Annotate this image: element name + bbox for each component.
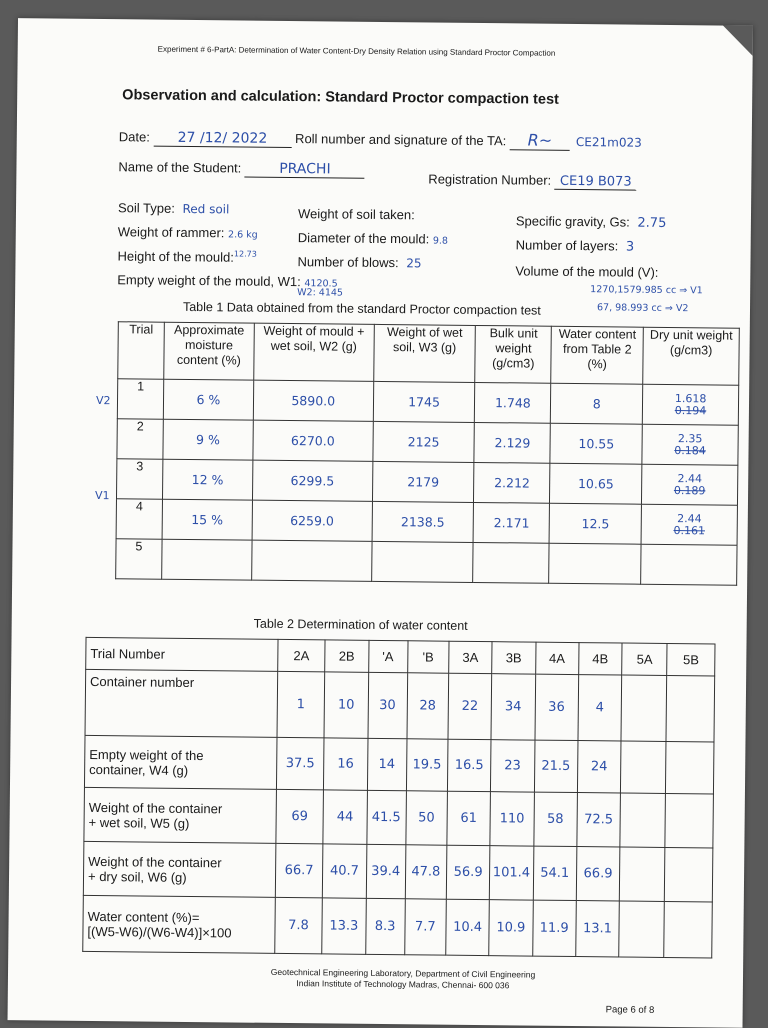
date-row [119,126,642,151]
table1-caption: Table 1 Data obtained from the standard Proctor compaction test [182,299,541,318]
empty-weight-value-2: W2: 4145 [297,287,344,299]
trial-number-row: Trial Number 2A 2B 'A 'B 3A 3B 4A 4B 5A 5B [86,637,715,676]
table2-water-content [82,637,715,959]
student-label: Name of the Student: [118,159,242,176]
table-row: 1 6 % 5890.0 1745 1.748 8 1.618 0.194 [117,379,738,426]
table-row: 4 15 % 6259.0 2138.5 2.171 12.5 2.44 0.161 [116,499,737,546]
col-w3: Weight of wet soil, W3 (g) [373,324,475,382]
height-value: 12.73 [233,249,257,259]
weight-soil-taken-label: Weight of soil taken: [297,206,415,223]
table1-header-row [118,322,740,385]
table-row: 5 [116,539,737,586]
footer-line-1: Geotechnical Engineering Laboratory, Department of Civil Engineering [270,966,536,980]
roll-value: CE21m023 [575,135,642,150]
number-of-layers: Number of layers: 3 [515,237,635,255]
col-trial: Trial [118,322,165,379]
margin-v2-label: V2 [95,393,111,408]
registration-label: Registration Number: [428,171,552,188]
number-of-blows: Number of blows: 25 [297,254,422,271]
registration-row [428,171,637,190]
date-label: Date: [118,129,150,145]
empty-mould-weight: Empty weight of the mould, W1: 4120.5 [117,272,338,290]
footer [203,966,603,992]
page-number: Page 6 of 8 [605,1004,655,1016]
experiment-header: Experiment # 6-PartA: Determination of Water Content-Dry Density Relation using Standard Proctor Compaction [157,44,556,58]
wet-soil-row: Weight of the container + wet soil, W5 (g) 69 44 41.5 50 61 110 58 72.5 [84,787,714,848]
mould-volume-label: Volume of the mould (V): [515,263,659,280]
date-value: 27 /12/ 2022 [153,130,291,148]
student-value: PRACHI [245,161,365,179]
rammer-value: 2.6 kg [228,229,258,241]
col-bulk: Bulk unit weight (g/cm3) [475,325,551,383]
dry-soil-row: Weight of the container + dry soil, W6 (g) 66.7 40.7 39.4 47.8 56.9 101.4 54.1 66.9 [83,841,713,902]
document-page [8,18,753,1028]
blows-value: 25 [406,256,422,271]
diameter-value: 9.8 [432,235,449,247]
col-dry: Dry unit weight (g/cm3) [643,327,739,385]
table1-proctor-data [115,321,740,585]
soil-type-value: Red soil [182,201,230,217]
margin-v1-label: V1 [94,488,110,503]
footer-line-2: Indian Institute of Technology Madras, Chennai- 600 036 [296,978,510,991]
layers-value: 3 [625,239,635,255]
mould-diameter: Diameter of the mould: 9.8 [297,230,449,247]
rammer-weight: Weight of rammer: 2.6 kg [117,224,258,241]
specific-gravity-value: 2.75 [637,215,667,231]
folded-corner [723,26,753,56]
table-row: 2 9 % 6270.0 2125 2.129 10.55 2.35 0.184 [117,419,738,466]
col-w2: Weight of mould + wet soil, W2 (g) [254,323,374,381]
specific-gravity: Specific gravity, Gs: 2.75 [515,213,667,231]
container-number-row: Container number 1 10 30 28 22 34 36 4 [85,669,715,742]
col-water: Water content from Table 2 (%) [551,326,643,384]
empty-weight-row: Empty weight of the container, W4 (g) 37.5 16 14 19.5 16.5 23 21.5 24 [84,735,714,794]
table-row: 3 12 % 6299.5 2179 2.212 10.65 2.44 0.189 [116,459,737,506]
page-title: Observation and calculation: Standard Proctor compaction test [122,87,559,108]
soil-type: Soil Type: Red soil [117,200,230,217]
ta-signature: R~ [510,130,570,151]
table2-caption: Table 2 Determination of water content [253,616,468,633]
volume-v1: 1270,1579.985 cc ⇒ V1 [590,284,703,297]
water-content-row: Water content (%)= [(W5-W6)/(W6-W4)]×100 7.8 13.3 8.3 7.7 10.4 10.9 11.9 13.1 [83,895,713,958]
volume-v2: 67, 98.993 cc ⇒ V2 [596,302,689,315]
mould-height: Height of the mould:$^{12.73}$ [117,248,257,265]
roll-label: Roll number and signature of the TA: [295,131,507,149]
student-row [118,159,365,179]
col-moisture: Approximate moisture content (%) [164,322,255,380]
empty-weight-value: 4120.5 [304,278,338,290]
registration-value: CE19 B073 [555,174,637,191]
